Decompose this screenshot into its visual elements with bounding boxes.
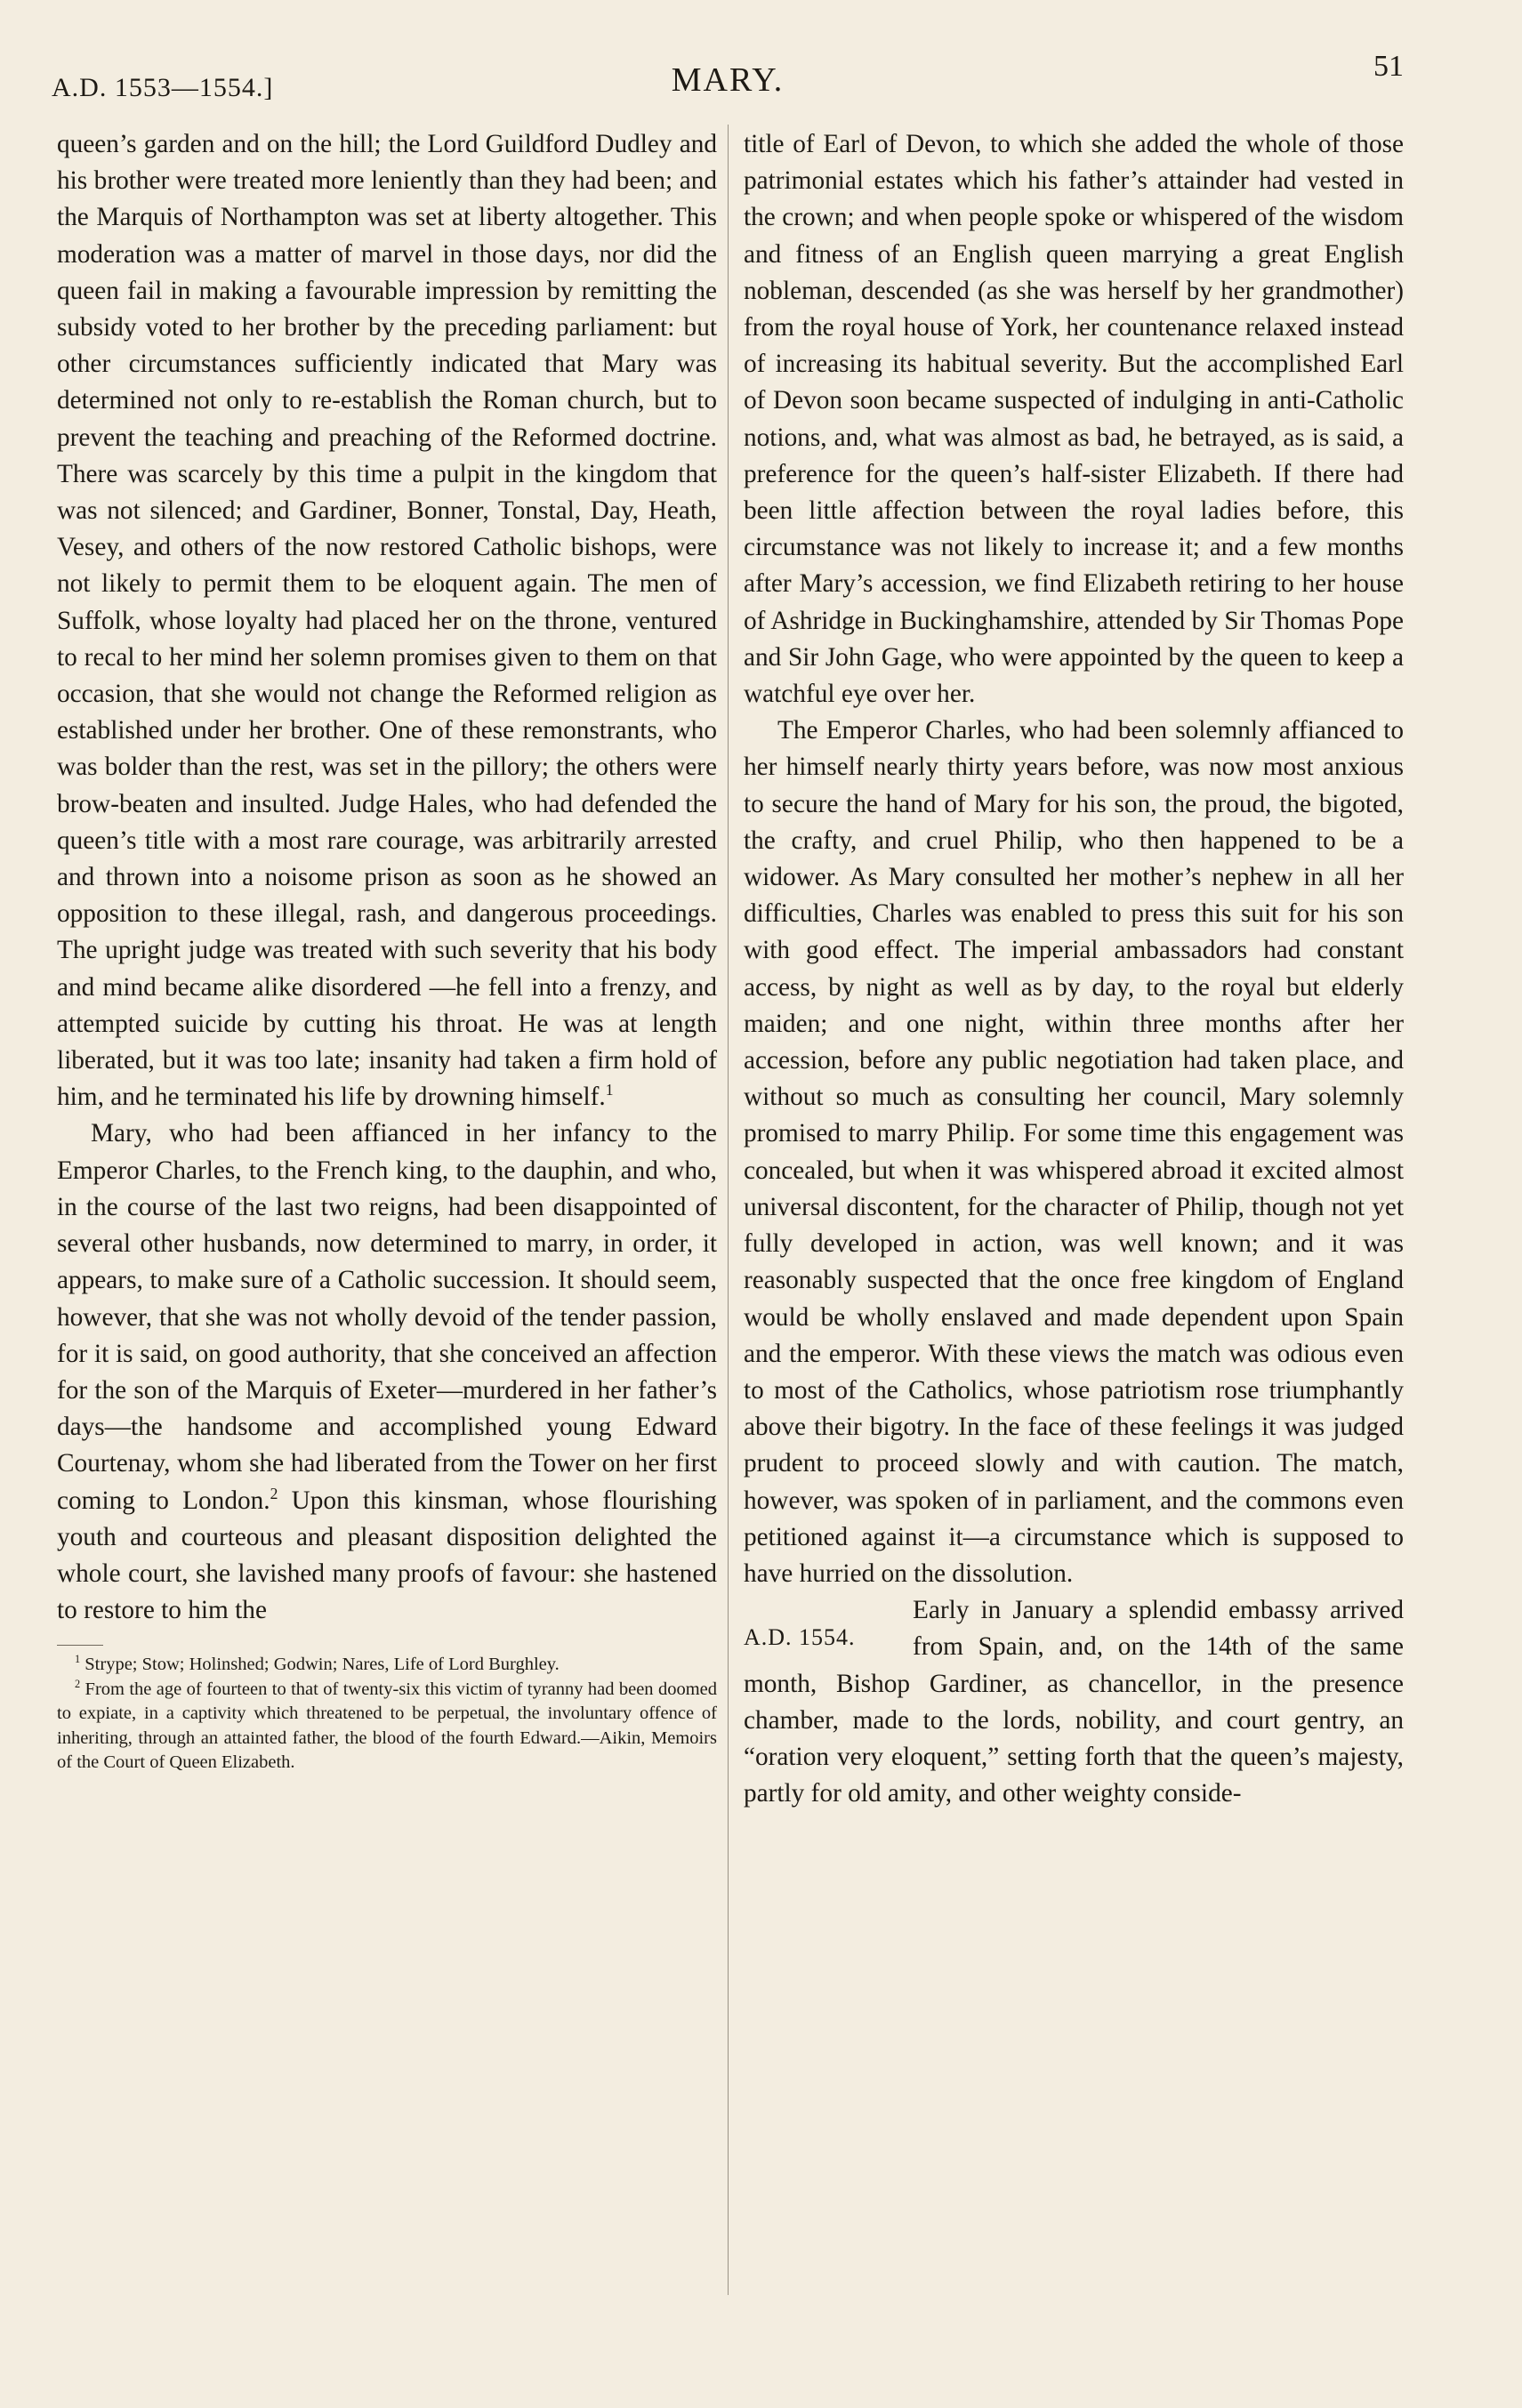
footnote-ref: 1 <box>605 1081 614 1099</box>
paragraph-text: queen’s garden and on the hill; the Lord Guildford Dudley and his brother were treated more leniently than they had been; and the Marquis of Northampton was set at liberty altogether. This moderation was a matter of marvel in those days, nor did the queen fail in making a favourable impression by remitting the subsidy voted to her brother by the preceding parliament: but other circumstances sufficiently indicated that Mary was determined not only to re-establish the Roman church, but to prevent the teaching and preaching of the Reformed doctrine. There was scarcely by this time a pulpit in the kingdom that was not silenced; and Gardiner, Bonner, Tonstal, Day, Heath, Vesey, and others of the now restored Catholic bishops, were not likely to permit them to be eloquent again. The men of Suffolk, whose loyalty had placed her on the throne, ventured to recal to her mind her solemn promises given to them on that occasion, that she would not change the Reformed religion as established under her brother. One of these remonstrants, who was bolder than the rest, was set in the pillory; the others were brow-beaten and insulted. Judge Hales, who had defended the queen’s title with a most rare courage, was arbitrarily arrested and thrown into a noisome prison as soon as he showed an opposition to these illegal, rash, and dangerous proceedings. The upright judge was treated with such severity that his body and mind became alike disordered —he fell into a frenzy, and attempted suicide by cutting his throat. He was at length liberated, but it was too late; insanity had taken a firm hold of him, and he terminated his life by drowning himself. <box>57 130 717 1112</box>
paragraph-with-sidenote <box>744 1592 1404 1812</box>
margin-date: A.D. 1554. <box>744 1624 856 1651</box>
left-column <box>57 126 717 1776</box>
page-number: 51 <box>1373 50 1404 83</box>
footnotes <box>57 1653 717 1776</box>
paragraph <box>57 1115 717 1629</box>
paragraph <box>57 126 717 1115</box>
running-header <box>52 46 1404 100</box>
footnote <box>57 1678 717 1776</box>
right-column <box>744 126 1404 1812</box>
footnote-number: 1 <box>75 1653 81 1666</box>
header-date-range: A.D. 1553—1554.] <box>52 73 274 102</box>
paragraph-text: title of Earl of Devon, to which she added the whole of those patrimonial estates which his father’s attainder had vested in the crown; and when people spoke or whispered of the wisdom and fitness of an English queen marrying a great English nobleman, descended (as she was herself by her grandmother) from the royal house of York, her countenance relaxed instead of increasing its habitual severity. But the accomplished Earl of Devon soon became suspected of indulging in anti-Catholic notions, and, what was almost as bad, he betrayed, as is said, a preference for the queen’s half-sister Elizabeth. If there had been little affection between the royal ladies before, this circumstance was not likely to increase it; and a few months after Mary’s accession, we find Elizabeth retiring to her house of Ashridge in Buckinghamshire, attended by Sir Thomas Pope and Sir John Gage, who were appointed by the queen to keep a watchful eye over her. <box>744 130 1404 709</box>
paragraph-text: The Emperor Charles, who had been solemnly affianced to her himself nearly thirty years before, was now most anxious to secure the hand of Mary for his son, the proud, the bigoted, the crafty, and cruel Philip, who then happened to be a widower. As Mary consulted her mother’s nephew in all her difficulties, Charles was enabled to press this suit for his son with good effect. The imperial ambassadors had constant access, by night as well as by day, to the royal but elderly maiden; and one night, within three months after her accession, before any public negotiation had taken place, and without so much as consulting her council, Mary solemnly promised to marry Philip. For some time this engagement was concealed, but when it was whispered abroad it excited almost universal discontent, for the character of Philip, though not yet fully developed in action, was well known; and it was reasonably suspected that the once free kingdom of England would be wholly enslaved and made dependent upon Spain and the emperor. With these views the match was odious even to most of the Catholics, whose patriotism rose triumphantly above their bigotry. In the face of these feelings it was judged prudent to proceed slowly and with caution. The match, however, was spoken of in parliament, and the commons even petitioned against it—a circumstance which is supposed to have hurried on the dissolution. <box>744 716 1404 1588</box>
header-title: MARY. <box>671 61 785 99</box>
column-divider <box>728 125 729 2295</box>
footnote-text: From the age of fourteen to that of twenty-six this victim of tyranny had been doomed to expiate, in a captivity which threatened to be perpetual, the involuntary offence of inheriting, through an attainted father, the blood of the fourth Edward.—Aikin, Memoirs of the Court of Queen Elizabeth. <box>57 1679 717 1773</box>
paragraph <box>744 713 1404 1592</box>
paragraph-text: Early in January a splendid embassy arrived from Spain, and, on the 14th of the same month, Bishop Gardiner, as chancellor, in the presence chamber, made to the lords, nobility, and court gentry, an “oration very eloquent,” setting forth that the queen’s majesty, partly for old amity, and other weighty conside- <box>744 1596 1404 1808</box>
footnote-rule <box>57 1645 103 1646</box>
paragraph-text: Mary, who had been affianced in her infancy to the Emperor Charles, to the French king, to the dauphin, and who, in the course of the last two reigns, had been disappointed of several other husbands, now determined to marry, in order, it appears, to make sure of a Catholic succession. It should seem, however, that she was not wholly devoid of the tender passion, for it is said, on good authority, that she conceived an affection for the son of the Marquis of Exeter—murdered in her father’s days—the handsome and accomplished young Edward Courtenay, whom she had liberated from the Tower on her first coming to London. <box>57 1119 717 1515</box>
footnote <box>57 1653 717 1678</box>
paragraph <box>744 126 1404 713</box>
footnote-ref: 2 <box>270 1484 278 1502</box>
footnote-number: 2 <box>75 1678 81 1690</box>
paragraph-text: Upon this kinsman, whose flourishing youth and courteous and pleasant disposition delighted the whole court, she lavished many proofs of favour: she hastened to restore to him the <box>57 1486 717 1625</box>
footnote-text: Strype; Stow; Holinshed; Godwin; Nares, Life of Lord Burghley. <box>80 1655 560 1675</box>
